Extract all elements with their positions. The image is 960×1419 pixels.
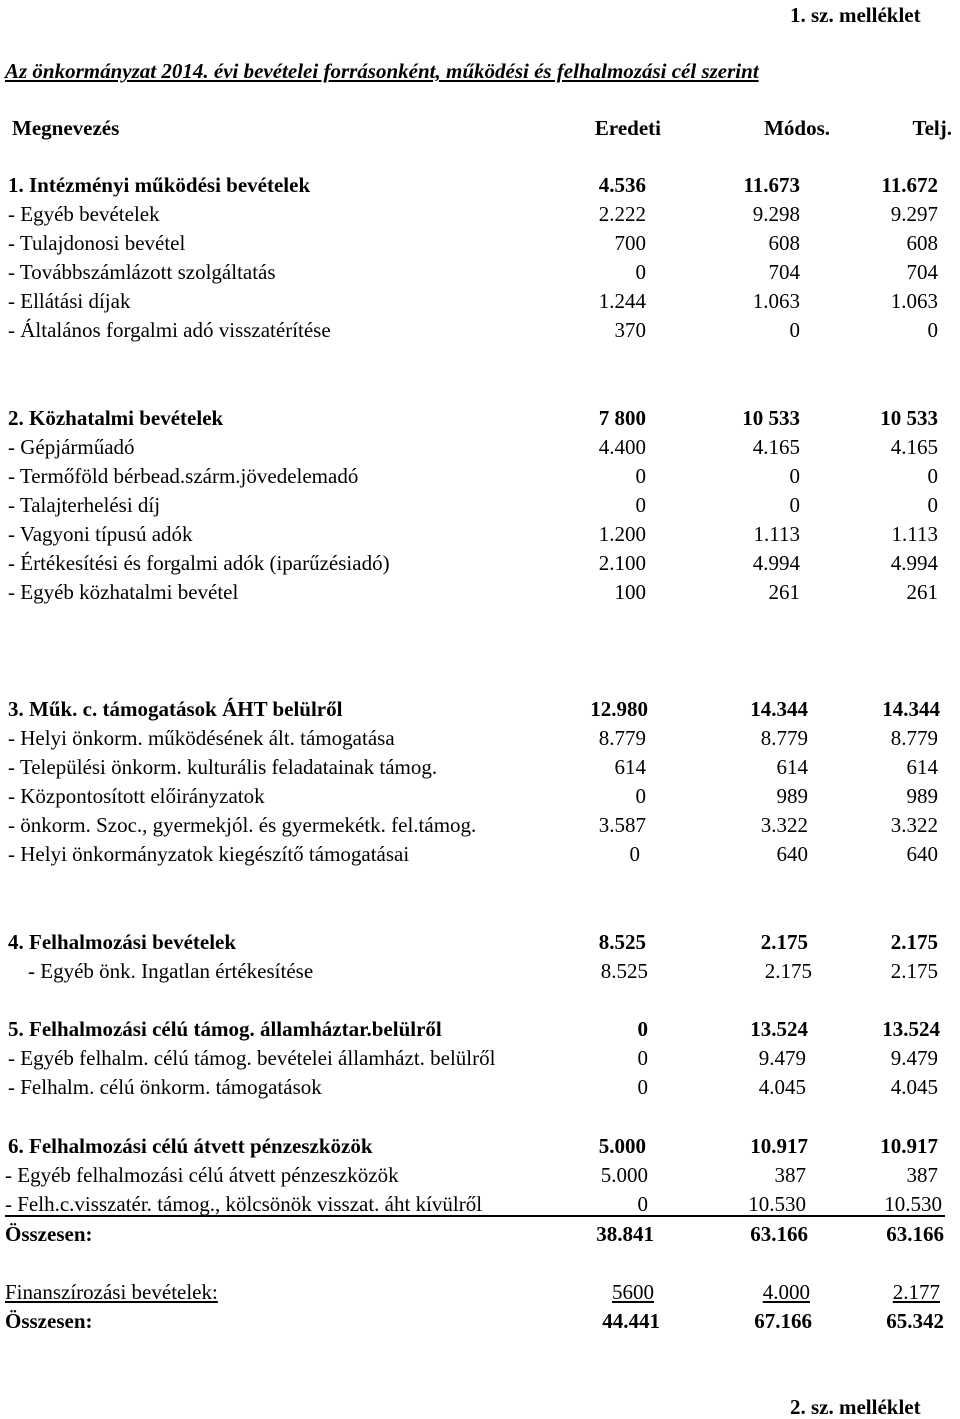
value-modified: 704 bbox=[768, 260, 800, 284]
value-original: 3.587 bbox=[598, 813, 646, 837]
value-modified: 10.530 bbox=[748, 1192, 806, 1216]
value-modified: 608 bbox=[768, 231, 800, 255]
value-original: 5600 bbox=[612, 1280, 654, 1304]
row-label: - önkorm. Szoc., gyermekjól. és gyermekétk. fel.támog. bbox=[8, 813, 477, 837]
value-modified: 1.113 bbox=[753, 522, 800, 546]
financing-label: Finanszírozási bevételek: bbox=[5, 1280, 218, 1304]
section-1-head: 1. Intézményi működési bevételek bbox=[8, 173, 311, 197]
value-modified: 13.524 bbox=[750, 1017, 808, 1041]
value-original: 0 bbox=[637, 1046, 648, 1070]
value-fulfilled: 4.165 bbox=[890, 435, 938, 459]
value-original: 0 bbox=[637, 1017, 648, 1041]
value-modified: 4.045 bbox=[758, 1075, 806, 1099]
annex-label-bottom: 2. sz. melléklet bbox=[790, 1395, 921, 1419]
value-fulfilled: 614 bbox=[906, 755, 938, 779]
value-fulfilled: 0 bbox=[927, 318, 938, 342]
value-original: 0 bbox=[629, 842, 640, 866]
total-label: Összesen: bbox=[5, 1222, 93, 1246]
value-modified: 387 bbox=[774, 1163, 806, 1187]
value-original: 700 bbox=[614, 231, 646, 255]
value-modified: 261 bbox=[768, 580, 800, 604]
value-fulfilled: 63.166 bbox=[886, 1222, 944, 1246]
value-original: 0 bbox=[635, 784, 646, 808]
value-original: 1.200 bbox=[598, 522, 646, 546]
value-original: 5.000 bbox=[600, 1163, 648, 1187]
value-fulfilled: 640 bbox=[906, 842, 938, 866]
value-fulfilled: 13.524 bbox=[882, 1017, 940, 1041]
value-original: 7 800 bbox=[598, 406, 646, 430]
value-modified: 67.166 bbox=[754, 1309, 812, 1333]
header-original: Eredeti bbox=[594, 116, 661, 140]
value-original: 12.980 bbox=[590, 697, 648, 721]
value-fulfilled: 989 bbox=[906, 784, 938, 808]
value-fulfilled: 8.779 bbox=[890, 726, 938, 750]
value-original: 44.441 bbox=[602, 1309, 660, 1333]
value-fulfilled: 608 bbox=[906, 231, 938, 255]
section-4-head: 4. Felhalmozási bevételek bbox=[8, 930, 237, 954]
grand-total-label: Összesen: bbox=[5, 1309, 93, 1333]
value-original: 614 bbox=[614, 755, 646, 779]
row-label: - Általános forgalmi adó visszatérítése bbox=[8, 318, 331, 342]
value-original: 0 bbox=[637, 1192, 648, 1216]
value-modified: 4.165 bbox=[752, 435, 800, 459]
value-original: 2.100 bbox=[598, 551, 646, 575]
value-fulfilled: 2.177 bbox=[892, 1280, 940, 1304]
value-modified: 989 bbox=[776, 784, 808, 808]
value-modified: 8.779 bbox=[760, 726, 808, 750]
row-label: - Felhalm. célú önkorm. támogatások bbox=[8, 1075, 322, 1099]
value-fulfilled: 1.063 bbox=[890, 289, 938, 313]
section-2-head: 2. Közhatalmi bevételek bbox=[8, 406, 224, 430]
value-fulfilled: 10.917 bbox=[880, 1134, 938, 1158]
value-fulfilled: 11.672 bbox=[881, 173, 938, 197]
row-label: - Települési önkorm. kulturális feladatainak támog. bbox=[8, 755, 438, 779]
value-fulfilled: 704 bbox=[906, 260, 938, 284]
row-label: - Tulajdonosi bevétel bbox=[8, 231, 186, 255]
value-modified: 4.000 bbox=[762, 1280, 810, 1304]
row-label: - Továbbszámlázott szolgáltatás bbox=[8, 260, 276, 284]
value-original: 100 bbox=[614, 580, 646, 604]
value-modified: 640 bbox=[776, 842, 808, 866]
value-fulfilled: 387 bbox=[906, 1163, 938, 1187]
value-modified: 3.322 bbox=[760, 813, 808, 837]
value-fulfilled: 9.479 bbox=[890, 1046, 938, 1070]
row-label: - Termőföld bérbead.szárm.jövedelemadó bbox=[8, 464, 359, 488]
header-fulfilled: Telj. bbox=[912, 116, 952, 140]
value-fulfilled: 2.175 bbox=[890, 930, 938, 954]
value-fulfilled: 10.530 bbox=[884, 1192, 942, 1216]
value-original: 0 bbox=[635, 493, 646, 517]
row-label: - Vagyoni típusú adók bbox=[8, 522, 193, 546]
value-original: 38.841 bbox=[596, 1222, 654, 1246]
value-fulfilled: 65.342 bbox=[886, 1309, 944, 1333]
section-5-head: 5. Felhalmozási célú támog. államháztar.belülről bbox=[8, 1017, 442, 1041]
value-modified: 4.994 bbox=[752, 551, 800, 575]
value-fulfilled: 14.344 bbox=[882, 697, 940, 721]
value-original: 0 bbox=[637, 1075, 648, 1099]
value-modified: 63.166 bbox=[750, 1222, 808, 1246]
header-modified: Módos. bbox=[764, 116, 830, 140]
value-original: 8.525 bbox=[598, 930, 646, 954]
row-label: - Felh.c.visszatér. támog., kölcsönök visszat. áht kívülről bbox=[5, 1192, 483, 1216]
value-modified: 10 533 bbox=[742, 406, 800, 430]
row-label: - Talajterhelési díj bbox=[8, 493, 161, 517]
row-label: - Egyéb felhalm. célú támog. bevételei államházt. belülről bbox=[8, 1046, 496, 1070]
value-modified: 1.063 bbox=[752, 289, 800, 313]
row-label: - Egyéb önk. Ingatlan értékesítése bbox=[28, 959, 314, 983]
value-fulfilled: 1.113 bbox=[891, 522, 938, 546]
value-modified: 0 bbox=[789, 318, 800, 342]
value-original: 4.400 bbox=[598, 435, 646, 459]
value-fulfilled: 2.175 bbox=[890, 959, 938, 983]
value-modified: 9.479 bbox=[758, 1046, 806, 1070]
value-modified: 14.344 bbox=[750, 697, 808, 721]
annex-label-top: 1. sz. melléklet bbox=[790, 3, 921, 27]
value-original: 0 bbox=[635, 464, 646, 488]
value-original: 370 bbox=[614, 318, 646, 342]
value-original: 4.536 bbox=[598, 173, 646, 197]
row-label: - Egyéb közhatalmi bevétel bbox=[8, 580, 239, 604]
value-modified: 9.298 bbox=[752, 202, 800, 226]
total-divider bbox=[5, 1215, 945, 1217]
value-modified: 2.175 bbox=[764, 959, 812, 983]
value-fulfilled: 3.322 bbox=[890, 813, 938, 837]
value-fulfilled: 4.994 bbox=[890, 551, 938, 575]
value-modified: 11.673 bbox=[743, 173, 800, 197]
value-original: 2.222 bbox=[598, 202, 646, 226]
value-original: 0 bbox=[635, 260, 646, 284]
value-fulfilled: 10 533 bbox=[880, 406, 938, 430]
row-label: - Értékesítési és forgalmi adók (iparűzésiadó) bbox=[8, 551, 390, 575]
value-fulfilled: 9.297 bbox=[890, 202, 938, 226]
header-name: Megnevezés bbox=[12, 116, 120, 140]
value-original: 8.779 bbox=[598, 726, 646, 750]
row-label: - Gépjárműadó bbox=[8, 435, 135, 459]
section-3-head: 3. Műk. c. támogatások ÁHT belülről bbox=[8, 697, 343, 721]
row-label: - Helyi önkorm. működésének ált. támogatása bbox=[8, 726, 395, 750]
value-original: 8.525 bbox=[600, 959, 648, 983]
value-original: 5.000 bbox=[598, 1134, 646, 1158]
row-label: - Egyéb bevételek bbox=[8, 202, 160, 226]
value-modified: 0 bbox=[789, 493, 800, 517]
value-fulfilled: 0 bbox=[927, 493, 938, 517]
value-modified: 614 bbox=[776, 755, 808, 779]
row-label: - Ellátási díjak bbox=[8, 289, 131, 313]
value-modified: 0 bbox=[789, 464, 800, 488]
page-title: Az önkormányzat 2014. évi bevételei forrásonként, működési és felhalmozási cél szerint bbox=[5, 59, 759, 83]
value-fulfilled: 4.045 bbox=[890, 1075, 938, 1099]
value-modified: 10.917 bbox=[750, 1134, 808, 1158]
row-label: - Helyi önkormányzatok kiegészítő támogatásai bbox=[8, 842, 410, 866]
row-label: - Egyéb felhalmozási célú átvett pénzeszközök bbox=[5, 1163, 399, 1187]
row-label: - Központosított előirányzatok bbox=[8, 784, 265, 808]
value-fulfilled: 0 bbox=[927, 464, 938, 488]
value-original: 1.244 bbox=[598, 289, 646, 313]
section-6-head: 6. Felhalmozási célú átvett pénzeszközök bbox=[8, 1134, 373, 1158]
value-modified: 2.175 bbox=[760, 930, 808, 954]
value-fulfilled: 261 bbox=[906, 580, 938, 604]
